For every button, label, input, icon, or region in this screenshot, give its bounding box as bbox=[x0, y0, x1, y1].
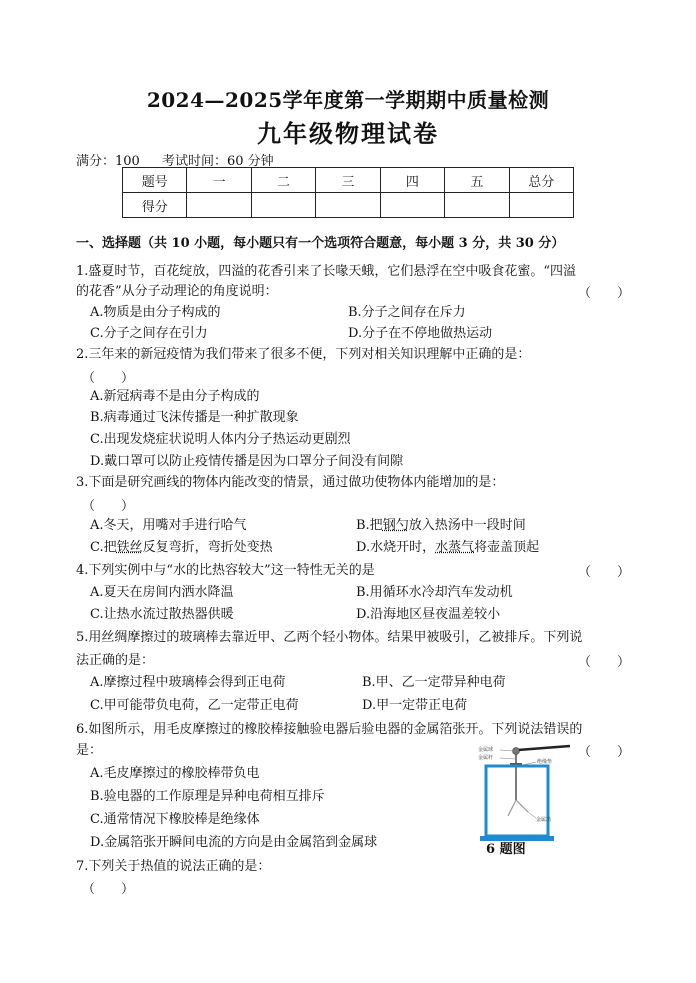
label-pointer bbox=[500, 750, 513, 751]
option-b bbox=[356, 516, 526, 536]
question-6-text: 6.如图所示，用毛皮摩擦过的橡胶棒接触验电器后验电器的金属箔张开。下列说法错误的 bbox=[76, 722, 583, 737]
full-score: 满分：100 bbox=[76, 154, 140, 169]
option-a: A.毛皮摩擦过的橡胶棒带负电 bbox=[90, 766, 260, 781]
option-b: B.病毒通过飞沫传播是一种扩散现象 bbox=[90, 410, 299, 425]
score-header-cell: 题号 bbox=[123, 168, 187, 193]
score-header-cell: 五 bbox=[445, 168, 509, 193]
option-a: A.冬天，用嘴对手进行哈气 bbox=[90, 518, 247, 533]
score-header-cell: 总分 bbox=[509, 168, 573, 193]
rubber-rod bbox=[518, 746, 570, 750]
answer-bracket[interactable]: （ ） bbox=[82, 499, 135, 514]
score-input-cell[interactable] bbox=[316, 193, 380, 218]
answer-bracket[interactable]: （ ） bbox=[82, 371, 135, 386]
question-7-text: 7.下列关于热值的说法正确的是： bbox=[76, 859, 271, 874]
score-header-cell: 四 bbox=[380, 168, 444, 193]
option-text: 将壶盖顶起 bbox=[474, 540, 540, 555]
option-c: C.通常情况下橡胶棒是绝缘体 bbox=[90, 812, 260, 827]
option-b: B.甲、乙一定带异种电荷 bbox=[362, 675, 506, 690]
score-input-cell[interactable] bbox=[380, 193, 444, 218]
exam-subtitle: 九年级物理试卷 bbox=[257, 119, 439, 148]
option-a: A.摩擦过程中玻璃棒会得到正电荷 bbox=[90, 675, 286, 690]
option-a: A.夏天在房间内洒水降温 bbox=[90, 585, 234, 600]
score-input-cell[interactable] bbox=[445, 193, 509, 218]
label-insulating-pad: 绝缘垫 bbox=[537, 759, 553, 765]
score-table bbox=[122, 167, 574, 218]
exam-time: 考试时间：60 分钟 bbox=[161, 154, 274, 169]
option-b: B.验电器的工作原理是异种电荷相互排斥 bbox=[90, 789, 325, 804]
score-input-cell[interactable] bbox=[509, 193, 573, 218]
score-header-cell: 二 bbox=[251, 168, 315, 193]
score-input-cell[interactable] bbox=[251, 193, 315, 218]
option-d: D.沿海地区昼夜温差较小 bbox=[356, 607, 501, 622]
exam-title: 2024—2025学年度第一学期期中质量检测 bbox=[146, 88, 550, 112]
question-5-text: 5.用丝绸摩擦过的玻璃棒去靠近甲、乙两个轻小物体。结果甲被吸引，乙被排斥。下列说 bbox=[76, 630, 583, 645]
question-3-text: 3.下面是研究画线的物体内能改变的情景，通过做功使物体内能增加的是： bbox=[76, 475, 505, 490]
option-d bbox=[356, 538, 539, 558]
option-d: D.金属箔张开瞬间电流的方向是由金属箔到金属球 bbox=[90, 835, 378, 850]
question-5-text-cont: 法正确的是： bbox=[76, 653, 155, 668]
underlined-object: 水蒸气 bbox=[435, 540, 475, 555]
answer-bracket[interactable]: （ ） bbox=[578, 565, 631, 580]
option-text: 反复弯折，弯折处变热 bbox=[142, 540, 273, 555]
label-pointer bbox=[528, 812, 536, 818]
answer-bracket[interactable]: （ ） bbox=[578, 655, 631, 670]
option-text: B.把 bbox=[356, 518, 383, 533]
label-metal-ball: 金属球 bbox=[478, 747, 494, 753]
score-header-cell: 三 bbox=[316, 168, 380, 193]
option-d: D.分子在不停地做热运动 bbox=[348, 326, 493, 341]
question-1-text: 1.盛夏时节，百花绽放，四溢的花香引来了长喙天蛾，它们悬浮在空中吸食花蜜。“四溢 bbox=[76, 264, 577, 279]
option-text: C.把 bbox=[90, 540, 117, 555]
option-c bbox=[90, 538, 273, 558]
label-metal-rod: 金属杆 bbox=[478, 755, 494, 761]
option-c: C.让热水流过散热器供暖 bbox=[90, 607, 234, 622]
option-b: B.用循环水冷却汽车发动机 bbox=[356, 585, 513, 600]
question-1-text-cont: 的花香”从分子动理论的角度说明： bbox=[76, 284, 278, 299]
question-4-text: 4.下列实例中与“水的比热容较大”这一特性无关的是 bbox=[76, 563, 375, 578]
question-6-text-cont: 是： bbox=[76, 743, 103, 758]
score-table-header-row bbox=[123, 168, 574, 193]
question-2-text: 2.三年来的新冠疫情为我们带来了很多不便，下列对相关知识理解中正确的是： bbox=[76, 347, 531, 362]
underlined-object: 钢勺 bbox=[382, 518, 409, 533]
metal-ball bbox=[513, 748, 520, 755]
option-text: 放入热汤中一段时间 bbox=[408, 518, 526, 533]
section-heading: 一、选择题（共 10 小题，每小题只有一个选项符合题意，每小题 3 分，共 30 分） bbox=[76, 236, 565, 251]
option-c: C.出现发烧症状说明人体内分子热运动更剧烈 bbox=[90, 432, 351, 447]
score-row-label: 得分 bbox=[123, 193, 187, 218]
option-b: B.分子之间存在斥力 bbox=[348, 305, 466, 320]
answer-bracket[interactable]: （ ） bbox=[578, 745, 631, 760]
option-d: D.戴口罩可以防止疫情传播是因为口罩分子间没有间隙 bbox=[90, 454, 404, 469]
option-a: A.物质是由分子构成的 bbox=[90, 305, 221, 320]
option-c: C.甲可能带负电荷，乙一定带正电荷 bbox=[90, 698, 299, 713]
label-pointer bbox=[500, 758, 515, 759]
electroscope-figure bbox=[470, 744, 574, 852]
metal-foil bbox=[508, 800, 516, 816]
label-metal-foil: 金属箔 bbox=[536, 817, 552, 823]
score-header-cell: 一 bbox=[187, 168, 251, 193]
underlined-object: 铁丝 bbox=[116, 540, 143, 555]
option-text: D.水烧开时， bbox=[356, 540, 436, 555]
answer-bracket[interactable]: （ ） bbox=[578, 286, 631, 301]
option-c: C.分子之间存在引力 bbox=[90, 326, 208, 341]
metal-foil bbox=[516, 800, 528, 812]
option-a: A.新冠病毒不是由分子构成的 bbox=[90, 389, 260, 404]
figure-caption: 6 题图 bbox=[486, 842, 526, 857]
answer-bracket[interactable]: （ ） bbox=[82, 882, 135, 897]
option-d: D.甲一定带正电荷 bbox=[362, 698, 468, 713]
score-input-cell[interactable] bbox=[187, 193, 251, 218]
score-table-row bbox=[123, 193, 574, 218]
